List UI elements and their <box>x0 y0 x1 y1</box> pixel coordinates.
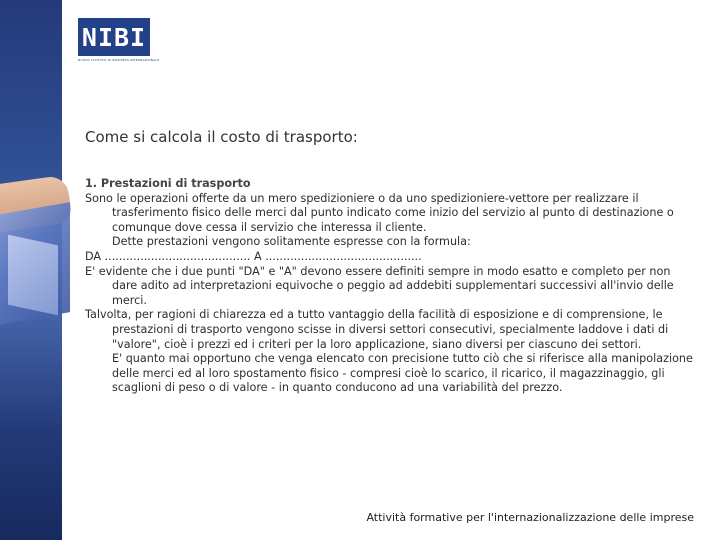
cube-highlight <box>8 235 58 316</box>
logo-subtext: NUOVO ISTITUTO DI BUSINESS INTERNAZIONALE <box>78 58 160 62</box>
page-title: Come si calcola il costo di trasporto: <box>85 128 358 146</box>
paragraph-definition: Sono le operazioni offerte da un mero spedizioniere o da uno spedizioniere-vettore per realizzare il trasferimento fisico delle merci dal punto indicato come inizio del servizio al punto di destinazione o comunque dove cessa il servizio che interessa il cliente. <box>85 191 674 234</box>
formula-line: DA ......................................... A ............................................ <box>85 249 422 263</box>
body-content <box>85 177 693 396</box>
footer-text: Attività formative per l'internazionalizzazione delle imprese <box>366 511 694 524</box>
paragraph-points: E' evidente che i due punti "DA" e "A" devono essere definiti sempre in modo esatto e completo per non dare adito ad interpretazioni equivoche o peggio ad addebiti supplementari successivi all'invio delle merci. <box>85 264 674 307</box>
nibi-logo <box>78 18 150 56</box>
paragraph-formula-intro: Dette prestazioni vengono solitamente espresse con la formula: <box>112 235 471 249</box>
decorative-side-image <box>0 0 62 540</box>
section-title: 1. Prestazioni di trasporto <box>85 177 251 190</box>
paragraph-sectors: Talvolta, per ragioni di chiarezza ed a tutto vantaggio della facilità di esposizione e di comprensione, le prestazioni di trasporto vengono scisse in diversi settori consecutivi, specialmente laddove i dati di "valore", cioè i prezzi ed i criteri per la loro applicazione, siano diversi per ciascuno dei settori. <box>85 308 669 351</box>
paragraph-manipulation: E' quanto mai opportuno che venga elencato con precisione tutto ciò che si riferisce alla manipolazione delle merci ed al loro spostamento fisico - compresi cioè lo scarico, il ricarico, il magazzinaggio, gli scaglioni di peso o di valore - in quanto conducono ad una variabilità del prezzo. <box>112 352 693 395</box>
logo-text: NIBI <box>81 22 147 52</box>
